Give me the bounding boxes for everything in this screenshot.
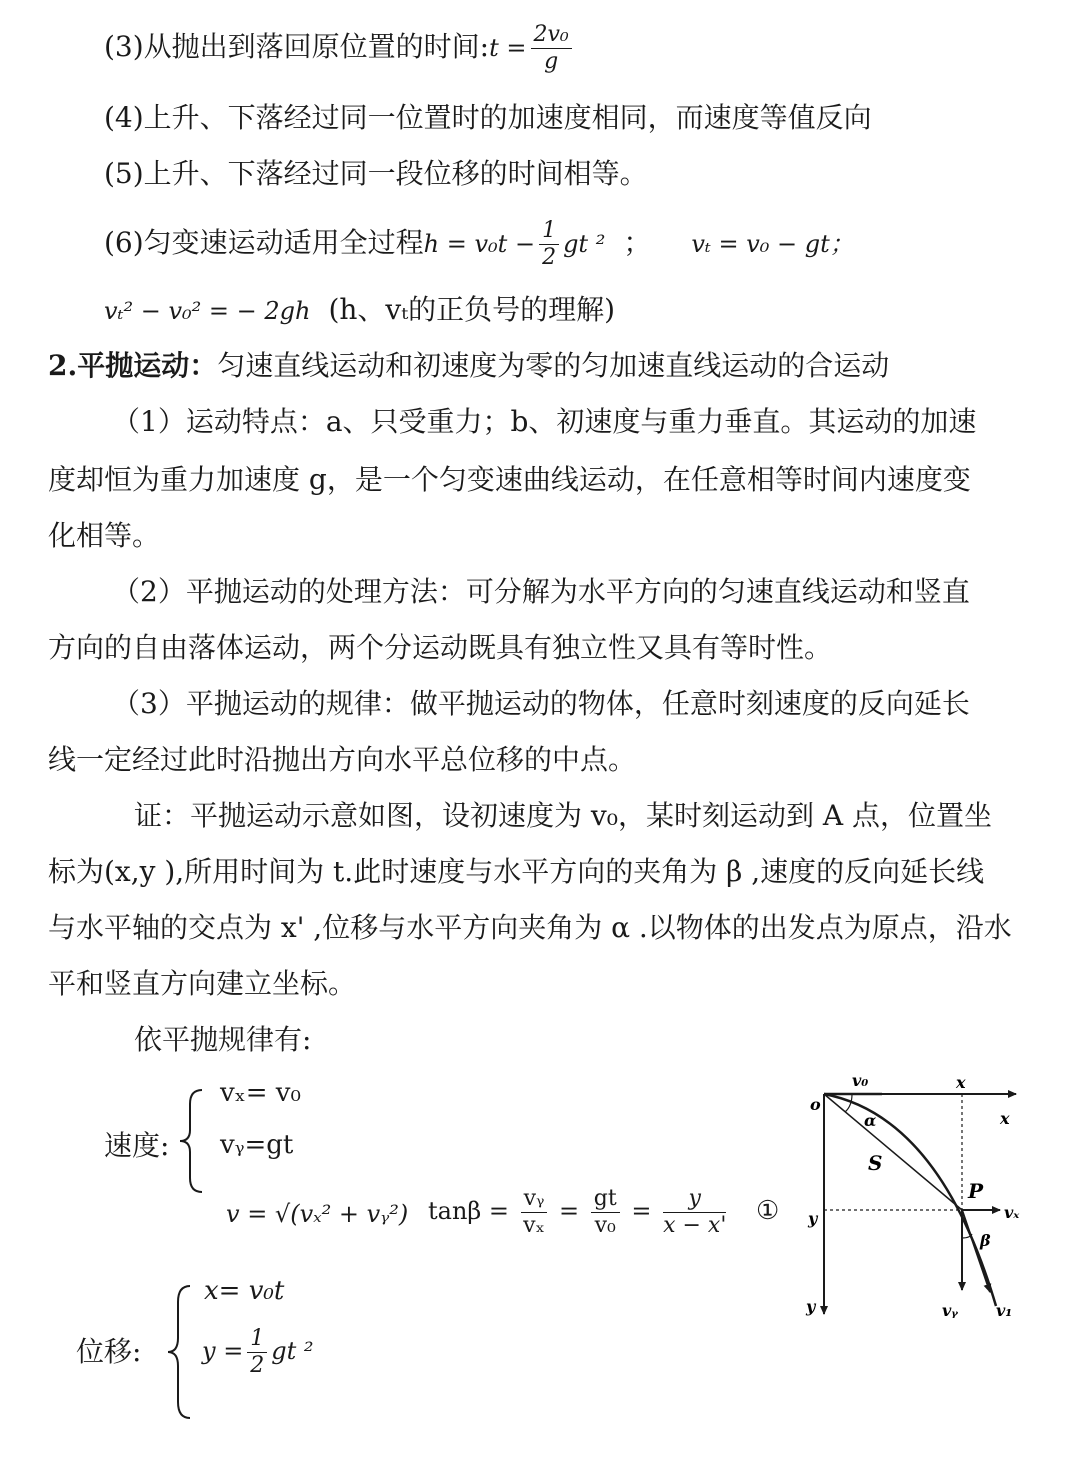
para-2-line-2: 方向的自由落体运动，两个分运动既具有独立性又具有等时性。 <box>48 631 833 664</box>
item-6-gt: gt ² <box>563 230 606 258</box>
v1-arrow <box>962 1210 990 1292</box>
alpha-label: α <box>864 1111 877 1130</box>
item-3-formula-lhs: t = <box>489 34 527 62</box>
section-2-heading-line <box>48 346 889 386</box>
item-6-fraction-den: 2 <box>542 245 557 270</box>
vx-label: vₓ <box>1004 1203 1020 1222</box>
item-3-fraction-den: g <box>544 49 559 74</box>
vx-equation: vₓ= v₀ <box>220 1078 301 1108</box>
item-5: (5)上升、下落经过同一段位移的时间相等。 <box>104 157 648 190</box>
equals-sign: = <box>559 1197 580 1225</box>
y-eq-fraction-den: 2 <box>250 1353 265 1378</box>
y-eq-fraction-num: 1 <box>247 1326 267 1353</box>
item-3-fraction <box>531 22 572 75</box>
tan-fraction-3 <box>663 1186 726 1239</box>
section-2-heading-rest: 匀速直线运动和初速度为零的匀加速直线运动的合运动 <box>217 349 890 382</box>
alpha-arc <box>845 1094 852 1112</box>
item-7-note: (h、vₜ的正负号的理解) <box>328 293 616 326</box>
tan-fraction-3-num: y <box>663 1186 726 1213</box>
y-displacement-equation <box>202 1326 314 1379</box>
para-1-line-3: 化相等。 <box>48 519 161 552</box>
equals-sign: = <box>631 1197 652 1225</box>
tan-fraction-2-den: v₀ <box>594 1213 616 1238</box>
tan-beta-equation <box>428 1186 779 1239</box>
v0-label: v₀ <box>852 1071 869 1090</box>
section-2-heading: 2.平抛运动： <box>48 349 218 382</box>
para-1-line-1: （1）运动特点：a、只受重力；b、初速度与重力垂直。其运动的加速 <box>112 405 977 438</box>
equation-number-1: ① <box>756 1196 780 1226</box>
item-6 <box>104 218 854 271</box>
item-7 <box>104 290 615 331</box>
x-axis-label: x <box>1000 1109 1010 1128</box>
item-3 <box>104 22 576 75</box>
tan-fraction-1 <box>521 1186 548 1239</box>
tan-fraction-2 <box>591 1186 620 1239</box>
tan-beta-lhs: tanβ = <box>428 1197 510 1225</box>
item-4: (4)上升、下落经过同一位置时的加速度相同，而速度等值反向 <box>104 101 872 134</box>
tan-fraction-1-den: vₓ <box>523 1213 545 1238</box>
para-4-line-4: 平和竖直方向建立坐标。 <box>48 967 357 1000</box>
displacement-brace <box>160 1282 200 1422</box>
v-magnitude-equation: v = √(vₓ² + vᵧ²) <box>226 1200 409 1228</box>
para-4-line-3: 与水平轴的交点为 x' ,位移与水平方向夹角为 α .以物体的出发点为原点，沿水 <box>48 911 1012 944</box>
tan-fraction-3-den: x − x' <box>663 1213 727 1238</box>
item-6-h-formula: h = v₀t − <box>423 230 536 258</box>
origin-label: o <box>810 1095 821 1114</box>
vy-equation: vᵧ=gt <box>220 1130 294 1160</box>
s-label: S <box>868 1151 883 1175</box>
displacement-label: 位移: <box>76 1335 142 1368</box>
beta-label: β <box>980 1231 991 1250</box>
para-2-line-1: （2）平抛运动的处理方法：可分解为水平方向的匀速直线运动和竖直 <box>112 575 970 608</box>
item-6-fraction-num: 1 <box>539 218 559 245</box>
x-top-label: x <box>956 1073 966 1092</box>
v1-label: v₁ <box>996 1301 1013 1320</box>
speed-label: 速度: <box>104 1129 170 1162</box>
y-axis-label: y <box>806 1297 816 1316</box>
tan-fraction-1-num: vᵧ <box>521 1186 548 1213</box>
para-3-line-2: 线一定经过此时沿抛出方向水平总位移的中点。 <box>48 743 637 776</box>
p-label: P <box>968 1179 984 1203</box>
y-eq-lhs: y = <box>202 1337 244 1365</box>
item-6-separator: ； <box>623 226 652 259</box>
tan-fraction-2-num: gt <box>591 1186 620 1213</box>
y-eq-rhs: gt ² <box>271 1337 314 1365</box>
vy-label: vᵧ <box>942 1301 958 1320</box>
x-displacement-equation: x= v₀t <box>204 1276 285 1306</box>
item-6-text: (6)匀变速运动适用全过程 <box>104 226 424 259</box>
speed-brace <box>172 1086 212 1196</box>
y-eq-fraction <box>247 1326 267 1379</box>
item-6-vt-formula: vₜ = v₀ − gt； <box>691 230 854 258</box>
item-6-fraction <box>539 218 559 271</box>
item-3-fraction-num: 2v₀ <box>531 22 572 49</box>
item-3-text: (3)从抛出到落回原位置的时间: <box>104 30 490 63</box>
para-5: 依平抛规律有: <box>134 1023 312 1056</box>
para-1-line-2: 度却恒为重力加速度 g，是一个匀变速曲线运动，在任意相等时间内速度变 <box>48 463 971 496</box>
para-4-line-1: 证：平抛运动示意如图，设初速度为 v₀，某时刻运动到 A 点，位置坐 <box>134 799 992 832</box>
displacement-chord <box>824 1094 962 1210</box>
para-3-line-1: （3）平抛运动的规律：做平抛运动的物体，任意时刻速度的反向延长 <box>112 687 970 720</box>
item-7-formula: vₜ² − v₀² = − 2gh <box>104 297 311 325</box>
para-4-line-2: 标为(x,y ),所用时间为 t.此时速度与水平方向的夹角为 β ,速度的反向延长线 <box>48 855 985 888</box>
projectile-diagram <box>800 1066 1040 1336</box>
y-mid-label: y <box>808 1209 818 1228</box>
